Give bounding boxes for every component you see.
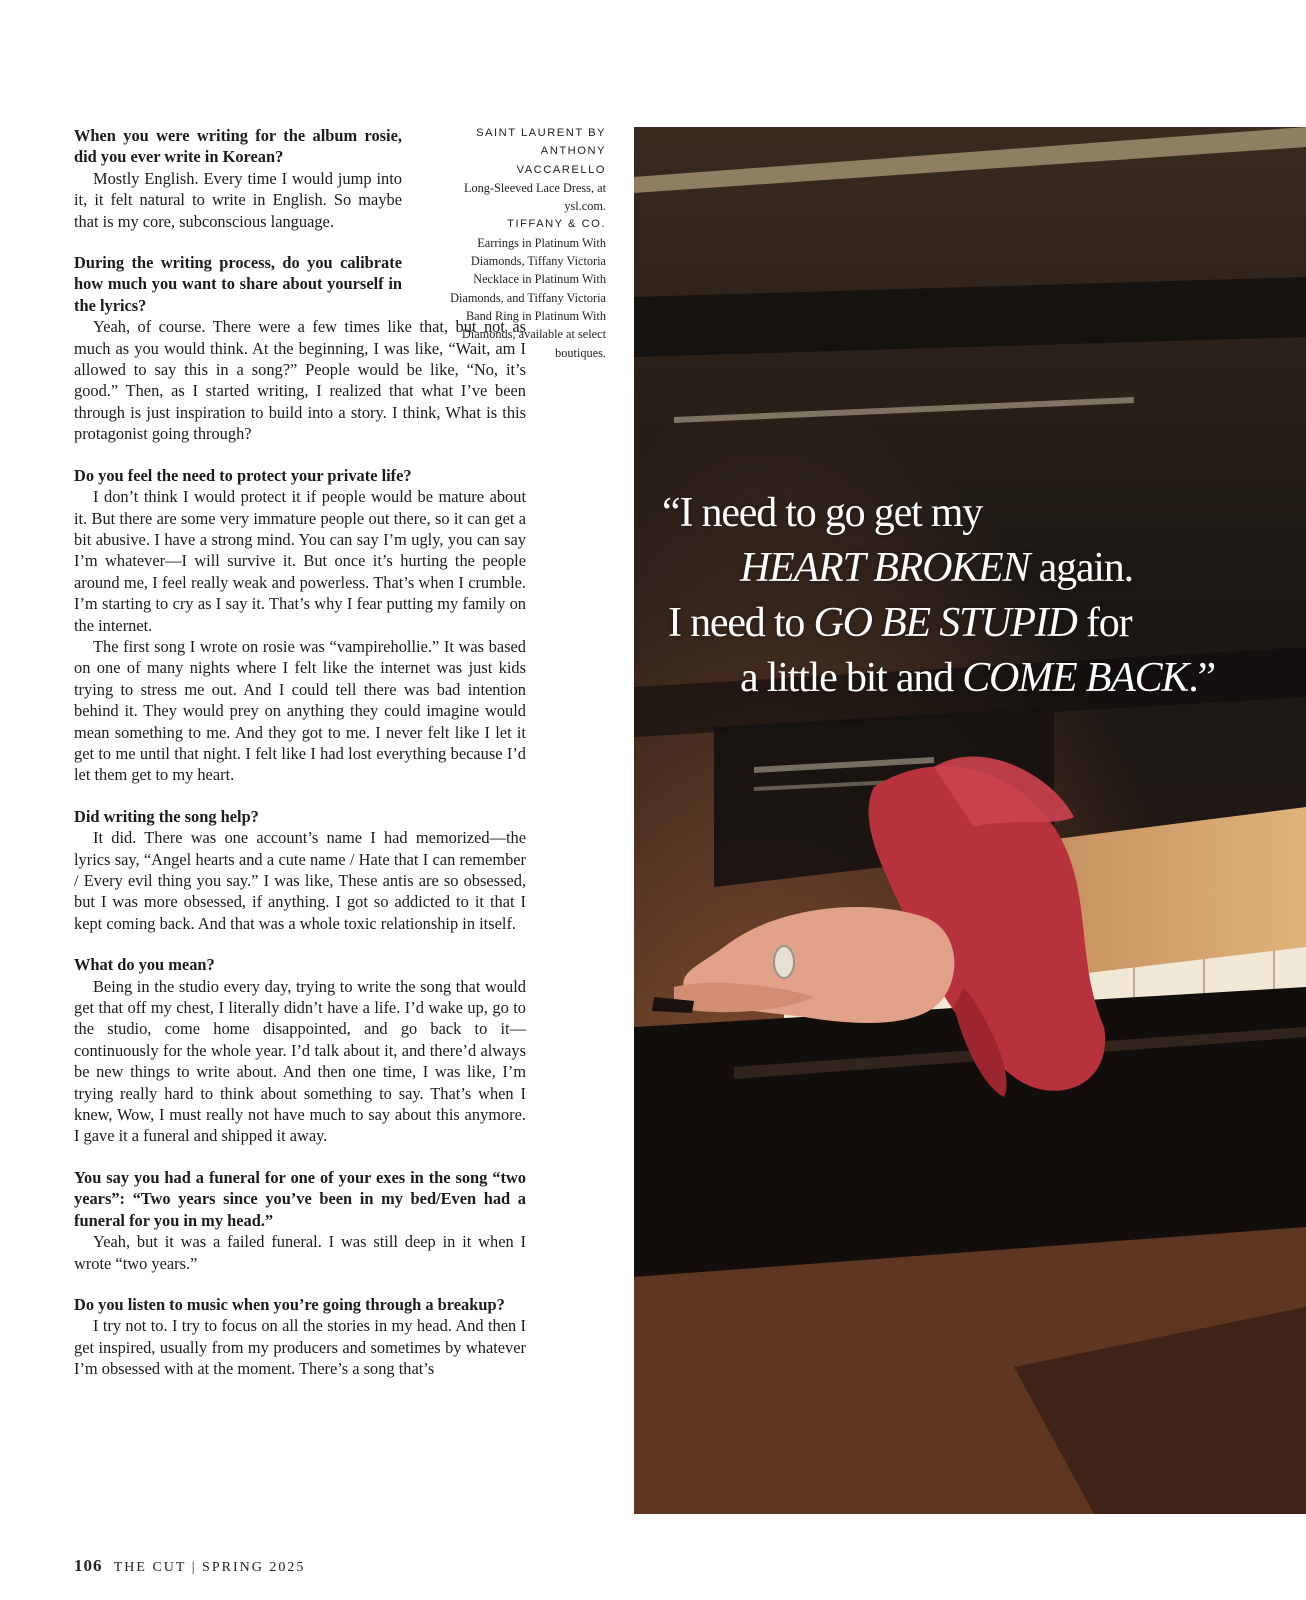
pull-quote-emphasis-1: HEART BROKEN (740, 545, 1030, 591)
answer-3-p2: The first song I wrote on rosie was “vampirehollie.” It was based on one of many nights where I felt like the internet was just kids trying to stress me out. And I could tell there was bad intention behind it. They would prey on anything they could imagine would mean something to me. And they got to me. I never felt like I let it get to me until that night. I felt like I had lost everything because I’d let them get to my heart. (74, 636, 526, 785)
pull-quote-emphasis-3: COME BACK (962, 655, 1189, 701)
credit-text-1: Long-Sleeved Lace Dress, at ysl.com. (463, 180, 606, 214)
piano-hands-illustration (634, 127, 1306, 1514)
pull-quote-line-2-rest: again. (1029, 545, 1133, 591)
credit-text-2: Earrings in Platinum With Diamonds, Tiffany Victoria Necklace in Platinum With Diamonds, and Tiffany Victoria Band Ring in Platinum With Diamonds, available at select boutiques. (450, 235, 606, 360)
answer-4-p1: It did. There was one account’s name I had memorized—the lyrics say, “Angel hearts and a cute name / Hate that I can remember / Every evil thing you say.” I was like, These antis are so obsessed, but I was more obsessed, if anything. I got so addicted to it that I kept coming back. And that was a whole toxic relationship in itself. (74, 828, 526, 933)
pull-quote-emphasis-2: GO BE STUPID (813, 600, 1077, 646)
answer-1-p1: Mostly English. Every time I would jump into it, it felt natural to write in English. So maybe that is my core, subconscious language. (74, 168, 402, 231)
credit-brand-1: SAINT LAURENT BY ANTHONY VACCARELLO (476, 127, 606, 176)
publication-name: THE CUT (113, 1560, 187, 1575)
answer-6-p1: Yeah, but it was a failed funeral. I was still deep in it when I wrote “two years.” (74, 1232, 526, 1273)
qa-block-4 (74, 806, 526, 934)
page-footer (74, 1556, 305, 1576)
pull-quote-line-3-post: for (1076, 600, 1132, 646)
pull-quote-line-1: “I need to go get my (662, 490, 983, 536)
piano-photo (634, 127, 1306, 1514)
pull-quote-line-3-pre: I need to (668, 600, 814, 646)
question-4: Did writing the song help? (74, 806, 259, 826)
question-7: Do you listen to music when you’re going through a breakup? (74, 1294, 505, 1314)
fashion-credits (448, 124, 606, 362)
answer-5-p1: Being in the studio every day, trying to write the song that would get that off my chest, I literally didn’t have a life. I’d wake up, go to the studio, come home disappointed, and go back to it—continuously for the whole year. I’d talk about it, and there’d always be new things to write about. And then one time, I was like, I’m trying really hard to think about something to say. That’s when I knew, Wow, I must really not have much to say about this anymore. I gave it a funeral and shipped it away. (74, 976, 526, 1146)
pull-quote-line-4-post: .” (1188, 655, 1215, 701)
pull-quote-line-2 (662, 541, 1282, 596)
pull-quote-line-3 (662, 596, 1282, 651)
answer-2-text: Yeah, of course. There were a few times like that, but not as much as you would think. At the beginning, I was like, “Wait, am I allowed to say this in a song?” People would be like, “No, it’s good.” Then, as I started writing, I realized that what I’ve been through is just inspiration to build into a story. I think, What is this protagonist going through? (74, 317, 526, 444)
question-5: What do you mean? (74, 955, 215, 975)
qa-block-1 (74, 125, 402, 232)
answer-7-p1: I try not to. I try to focus on all the stories in my head. And then I get inspired, usually from my producers and sometimes by whatever I’m obsessed with at the moment. There’s a song that’s (74, 1316, 526, 1379)
question-1: When you were writing for the album rosie, did you ever write in Korean? (74, 126, 402, 167)
answer-3-p1: I don’t think I would protect it if people would be mature about it. But there are some very immature people out there, so it can get a bit abusive. I have a strong mind. You can say I’m ugly, you can say I’m whatever—I will survive it. But once it’s hurting the people around me, I feel really weak and powerless. That’s when I crumble. I’m starting to cry as I say it. That’s why I fear putting my family on the internet. (74, 487, 526, 635)
pull-quote-line-4 (662, 651, 1282, 706)
qa-block-7 (74, 1294, 526, 1380)
question-6: You say you had a funeral for one of your exes in the song “two years”: “Two years since you’ve been in my bed/Even had a funeral for you in my head.” (74, 1167, 526, 1230)
qa-block-5 (74, 954, 526, 1147)
credit-brand-2: TIFFANY & CO. (507, 218, 606, 231)
pull-quote-line-4-pre: a little bit and (740, 655, 963, 701)
qa-block-3 (74, 465, 526, 786)
page-number: 106 (74, 1556, 103, 1575)
footer-separator: | (191, 1560, 197, 1575)
question-3: Do you feel the need to protect your private life? (74, 465, 412, 485)
pull-quote (662, 486, 1282, 706)
issue-date: SPRING 2025 (202, 1560, 306, 1575)
qa-block-6 (74, 1167, 526, 1274)
question-2: During the writing process, do you calibrate how much you want to share about yourself in the lyrics? (74, 253, 402, 315)
